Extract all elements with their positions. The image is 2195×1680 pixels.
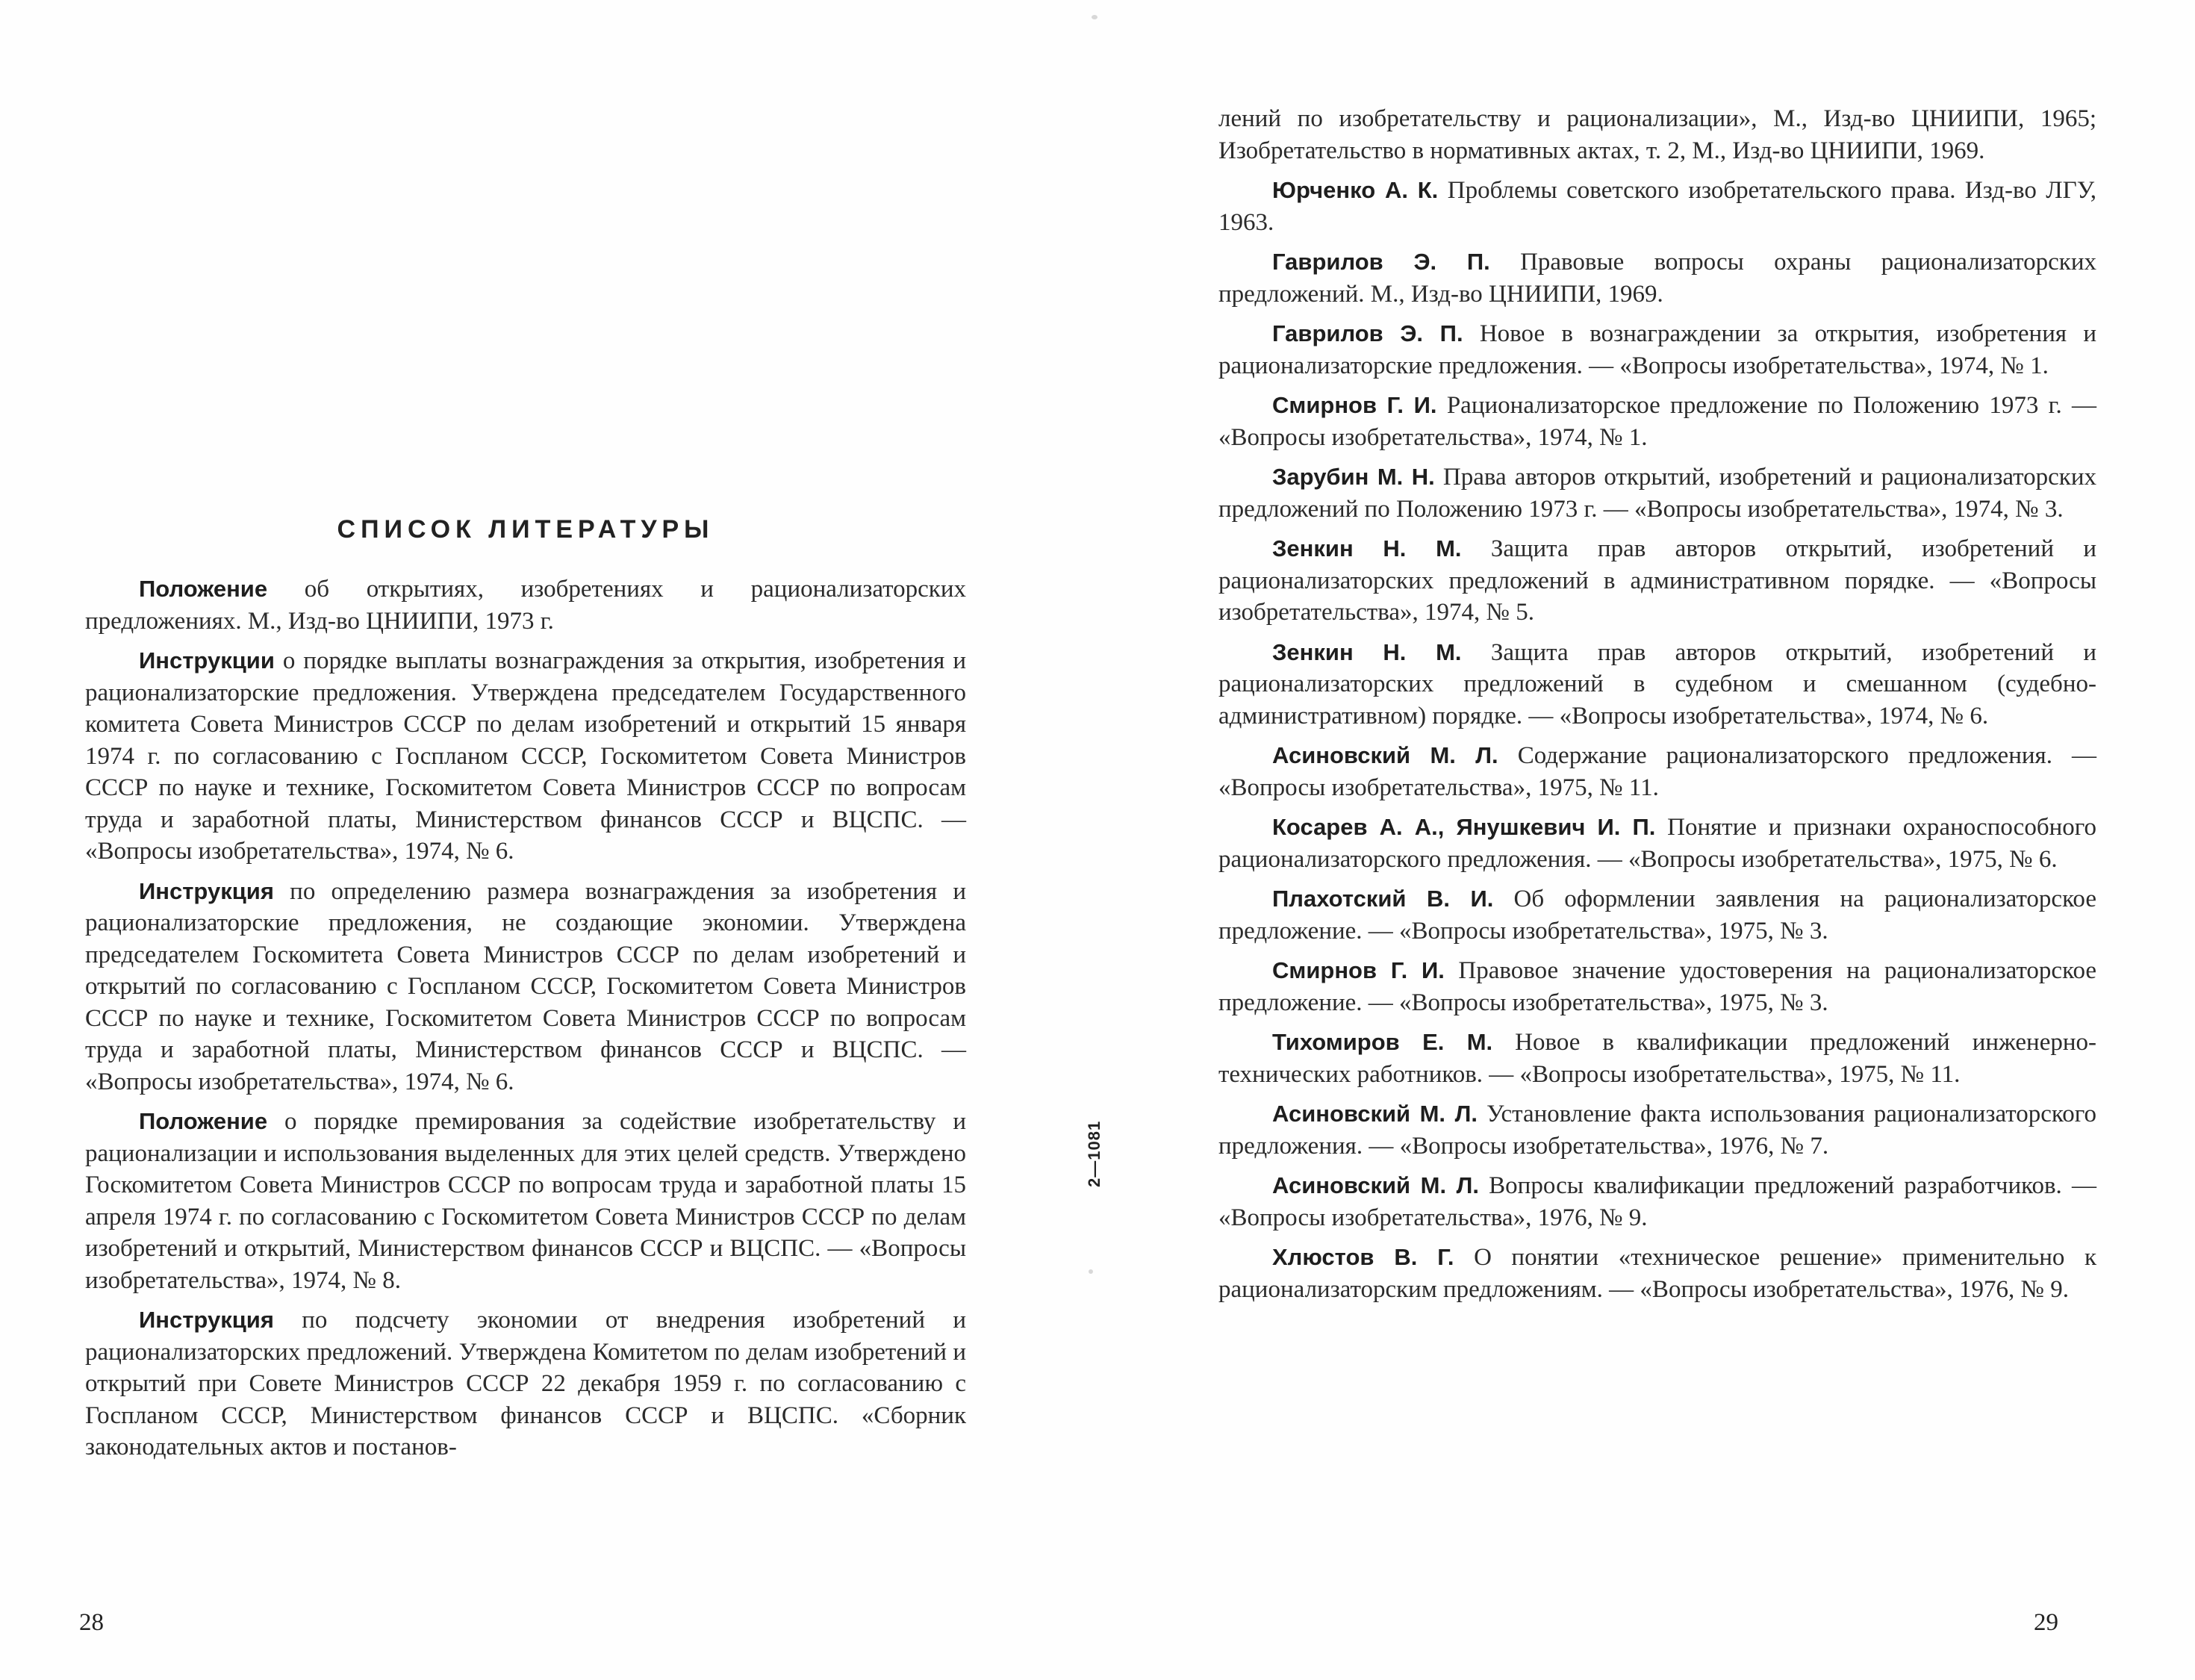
entry-text: Установление факта использования рационализаторского предложения. — «Вопросы изобретательства», 1976, № 7. <box>1218 1101 2096 1160</box>
bibliography-entry <box>85 645 966 868</box>
page-title: СПИСОК ЛИТЕРАТУРЫ <box>337 515 714 544</box>
entry-author: Инструкция <box>139 877 274 904</box>
bibliography-entry <box>1218 812 2096 875</box>
entry-author: Тихомиров Е. М. <box>1272 1029 1493 1055</box>
paper-speck <box>1092 15 1098 19</box>
entry-author: Асиновский М. Л. <box>1272 1101 1478 1127</box>
bibliography-entry <box>1218 883 2096 947</box>
bibliography-entry <box>1218 175 2096 238</box>
entry-text: Проблемы советского изобретательского права. Изд-во ЛГУ, 1963. <box>1218 177 2096 236</box>
right-page <box>1098 0 2195 1680</box>
entry-author: Положение <box>139 1108 268 1134</box>
page-number: 28 <box>79 1609 104 1636</box>
entry-text: Новое в квалификации предложений инженерно-технических работников. — «Вопросы изобретательства», 1975, № 11. <box>1218 1029 2096 1088</box>
entry-author: Зарубин М. Н. <box>1272 464 1435 490</box>
bibliography-entry <box>1218 740 2096 803</box>
entry-text: Права авторов открытий, изобретений и рационализаторских предложений по Положению 1973 г. — «Вопросы изобретательства», 1974, № 3. <box>1218 464 2096 523</box>
bibliography-entry <box>1218 533 2096 629</box>
entry-author: Асиновский М. Л. <box>1272 1172 1479 1198</box>
entry-author: Юрченко А. К. <box>1272 177 1439 203</box>
entry-text: Содержание рационализаторского предложения. — «Вопросы изобретательства», 1975, № 11. <box>1218 742 2096 801</box>
bibliography-entry <box>1218 461 2096 525</box>
entry-text: по определению размера вознаграждения за изобретения и рационализаторские предложения, не создающие экономии. Утверждена председателем Госкомитета Совета Министров СССР по делам изобретений и открытий по согласованию с Госпланом СССР, Госкомитетом Совета Министров СССР по науке и технике, Госкомитетом Совета Министров СССР по вопросам труда и заработной платы, Министерством финансов СССР и ВЦСПС. — «Вопросы изобретательства», 1974, № 6. <box>85 877 966 1095</box>
bibliography-entry <box>1218 390 2096 453</box>
entry-author: Гаврилов Э. П. <box>1272 320 1463 346</box>
entry-text: Защита прав авторов открытий, изобретений и рационализаторских предложений в административном порядке. — «Вопросы изобретательства», 1974, № 5. <box>1218 535 2096 626</box>
entry-text: Рационализаторское предложение по Положению 1973 г. — «Вопросы изобретательства», 1974, № 1. <box>1218 392 2097 451</box>
entry-author: Косарев А. А., Янушкевич И. П. <box>1272 814 1656 840</box>
entry-author: Инструкция <box>139 1307 274 1333</box>
entry-text: О понятии «техническое решение» применительно к рационализаторским предложениям. — «Вопросы изобретательства», 1976, № 9. <box>1218 1244 2096 1303</box>
signature-mark: 2—1081 <box>1085 1120 1103 1187</box>
entry-author: Положение <box>139 576 268 602</box>
entry-author: Плахотский В. И. <box>1272 886 1494 912</box>
entry-text: Правовые вопросы охраны рационализаторских предложений. М., Изд-во ЦНИИПИ, 1969. <box>1218 249 2096 308</box>
bibliography-entry <box>1218 955 2096 1018</box>
bibliography-entry <box>1218 1242 2096 1305</box>
bibliography-entry <box>85 1304 966 1463</box>
bibliography-list-right <box>1218 103 2096 1313</box>
entry-author: Смирнов Г. И. <box>1272 392 1437 418</box>
bibliography-continuation: лений по изобретательству и рационализации», М., Изд-во ЦНИИПИ, 1965; Изобретательство в нормативных актах, т. 2, М., Изд-во ЦНИИПИ, 1969. <box>1218 105 2096 164</box>
bibliography-entry <box>1218 318 2096 382</box>
entry-text: о порядке выплаты вознаграждения за открытия, изобретения и рационализаторские предложения. Утверждена председателем Государственного комитета Совета Министров СССР по делам изобретений и открытий 15 января 1974 г. по согласованию с Госпланом СССР, Госкомитетом Совета Министров СССР по науке и технике, Госкомитетом Совета Министров СССР по вопросам труда и заработной платы, Министерством финансов СССР и ВЦСПС. — «Вопросы изобретательства», 1974, № 6. <box>85 647 966 865</box>
bibliography-entry <box>1218 1170 2096 1233</box>
entry-text: Понятие и признаки охраноспособного рационализаторского предложения. — «Вопросы изобретательства», 1975, № 6. <box>1218 814 2096 873</box>
entry-author: Гаврилов Э. П. <box>1272 249 1490 275</box>
paper-speck <box>1089 1269 1093 1274</box>
bibliography-entry <box>1218 637 2096 732</box>
entry-text: Об оформлении заявления на рационализаторское предложение. — «Вопросы изобретательства», 1975, № 3. <box>1218 886 2096 945</box>
bibliography-list-left <box>85 573 966 1472</box>
page-number: 29 <box>2034 1609 2058 1636</box>
entry-text: Правовое значение удостоверения на рационализаторское предложение. — «Вопросы изобретательства», 1975, № 3. <box>1218 957 2096 1016</box>
bibliography-entry <box>85 1106 966 1296</box>
entry-text: Вопросы квалификации предложений разработчиков. — «Вопросы изобретательства», 1976, № 9. <box>1218 1172 2096 1231</box>
entry-author: Смирнов Г. И. <box>1272 957 1445 983</box>
entry-text: Новое в вознаграждении за открытия, изобретения и рационализаторские предложения. — «Вопросы изобретательства», 1974, № 1. <box>1218 320 2096 379</box>
bibliography-entry <box>85 573 966 637</box>
entry-author: Зенкин Н. М. <box>1272 638 1462 665</box>
entry-text: Защита прав авторов открытий, изобретений и рационализаторских предложений в судебном и смешанном (судебно-административном) порядке. — «Вопросы изобретательства», 1974, № 6. <box>1218 638 2096 729</box>
entry-author: Инструкции <box>139 647 275 673</box>
bibliography-entry <box>1218 1098 2096 1162</box>
entry-author: Асиновский М. Л. <box>1272 742 1498 768</box>
entry-text: по подсчету экономии от внедрения изобретений и рационализаторских предложений. Утверждена Комитетом по делам изобретений и открытий при Совете Министров СССР 22 декабря 1959 г. по согласованию с Госпланом СССР, Министерством финансов СССР и ВЦСПС. «Сборник законодательных актов и постанов- <box>85 1307 966 1460</box>
entry-text: об открытиях, изобретениях и рационализаторских предложениях. М., Изд-во ЦНИИПИ, 1973 г. <box>85 576 966 635</box>
entry-text: о порядке премирования за содействие изобретательству и рационализации и использования выделенных для этих целей средств. Утверждено Госкомитетом Совета Министров СССР по вопросам труда и заработной платы 15 апреля 1974 г. по согласованию с Госкомитетом Совета Министров СССР по делам изобретений и открытий, Министерством финансов СССР и ВЦСПС. — «Вопросы изобретательства», 1974, № 8. <box>85 1108 966 1294</box>
bibliography-entry <box>1218 1027 2096 1090</box>
entry-author: Зенкин Н. М. <box>1272 535 1462 561</box>
entry-author: Хлюстов В. Г. <box>1272 1244 1454 1270</box>
bibliography-entry <box>1218 246 2096 310</box>
bibliography-entry <box>85 876 966 1098</box>
